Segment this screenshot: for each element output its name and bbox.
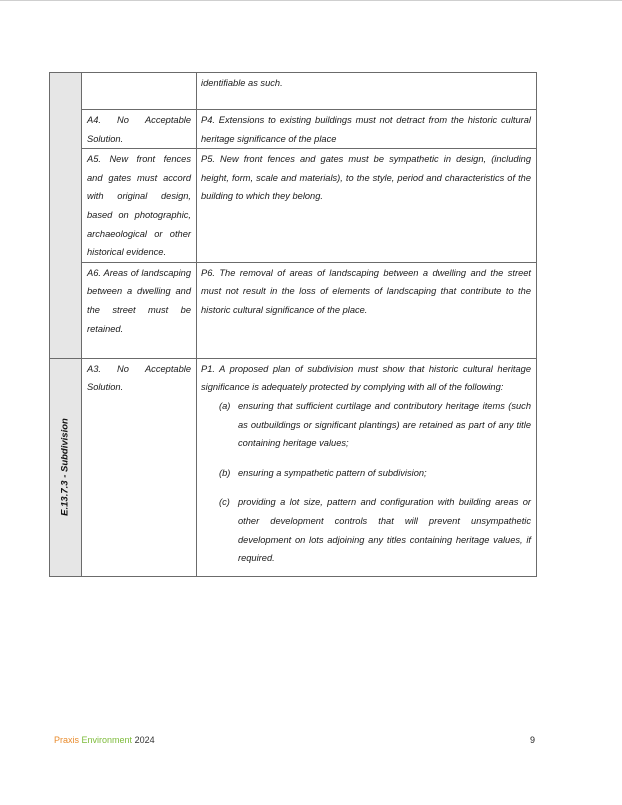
acceptable-solution-cell [82,110,197,149]
acceptable-solution-word: Acceptable [144,115,191,125]
acceptable-solution-line: Solution. [87,382,124,393]
performance-criteria-cell [197,358,537,576]
list-item [219,397,531,453]
brand-name-part1: Praxis [54,735,80,745]
list-item-text: ensuring that sufficient curtilage and contributory heritage items (such as outbuildings or significant plantings) are retained as part of any title containing heritage values; [238,400,531,449]
acceptable-solution-word: A3. [87,363,101,374]
footer-year: 2024 [134,735,155,745]
performance-text: P4. Extensions to existing buildings must not detract from the historic cultural heritage significance of the place [201,115,531,144]
section-label: E.13.7.3 - Subdivision [59,418,71,517]
acceptable-solution-line [87,360,191,379]
list-marker: (b) [219,467,231,478]
acceptable-solution-word: Acceptable [144,363,191,374]
planning-scheme-table [49,72,537,577]
acceptable-solution-line [87,111,191,130]
acceptable-solution-word: No [117,363,129,374]
page-number: 9 [530,735,536,745]
list-item-text: providing a lot size, pattern and configuration with building areas or other development controls that will prevent unsympathetic development on lots adjoining any titles containing heritage values, if required. [238,497,531,564]
acceptable-solution-text: A6. Areas of landscaping between a dwelling and the street must be retained. [87,267,191,334]
acceptable-solution-text: A5. New front fences and gates must accord with original design, based on photographic, archaeological or other historical evidence. [87,154,191,258]
performance-intro: P1. A proposed plan of subdivision must show that historic cultural heritage significance is adequately protected by complying with all of the following: [201,363,531,393]
list-item [219,464,531,483]
criteria-list [201,397,531,568]
footer-brand [54,735,155,745]
acceptable-solution-word: No [117,115,129,125]
performance-criteria-cell [197,262,537,358]
table-row [50,73,537,110]
performance-criteria-cell [197,73,537,110]
page-top-border [0,0,622,1]
table-row [50,149,537,263]
performance-text: P5. New front fences and gates must be sympathetic in design, (including height, form, scale and materials), to the style, period and characteristics of the building to which they belong. [201,154,531,202]
list-item-text: ensuring a sympathetic pattern of subdivision; [238,467,427,478]
table-row [50,358,537,576]
acceptable-solution-line: Solution. [87,133,124,144]
section-label-cell [50,73,82,359]
table-row [50,262,537,358]
table-row [50,110,537,149]
performance-criteria-cell [197,149,537,263]
acceptable-solution-cell [82,262,197,358]
list-marker: (c) [219,497,230,508]
brand-name-part2: Environment [81,735,133,745]
acceptable-solution-word: A4. [87,115,101,125]
acceptable-solution-cell [82,358,197,576]
list-item [219,493,531,567]
performance-text: identifiable as such. [201,78,283,88]
performance-criteria-cell [197,110,537,149]
performance-text: P6. The removal of areas of landscaping between a dwelling and the street must not result in the loss of elements of landscaping that contribute to the historic cultural significance of the place. [201,267,531,315]
section-label-cell [50,358,82,576]
list-marker: (a) [219,400,231,411]
acceptable-solution-cell [82,149,197,263]
acceptable-solution-cell [82,73,197,110]
